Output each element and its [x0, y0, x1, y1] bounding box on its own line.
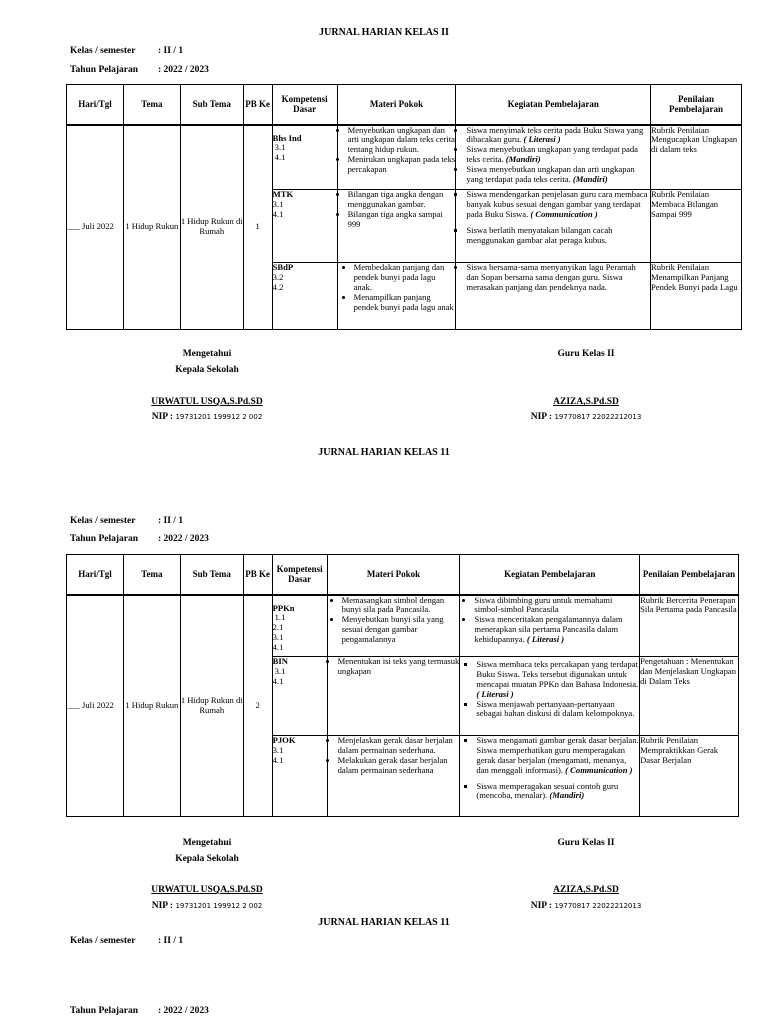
header-sub-tema: Sub Tema	[180, 555, 243, 595]
kd-cell	[272, 263, 337, 330]
journal2-tahun-value: : 2022 / 2023	[158, 534, 209, 544]
cell-pb-ke: 1	[243, 125, 272, 330]
materi-cell	[337, 190, 456, 263]
kd-code: 4.2	[272, 281, 284, 292]
kegiatan-item: • Siswa dibimbing guru untuk memahami simbol-simbol Pancasila	[474, 596, 639, 616]
cell-hari-tgl: ___ Juli 2022	[67, 125, 124, 330]
penilaian-cell: Pengetahuan : Menentukan dan Menjelaskan Ungkapan di Dalam Teks	[640, 657, 739, 736]
journal1-table	[66, 84, 742, 330]
materi-cell	[327, 657, 460, 736]
header-tema: Tema	[123, 555, 180, 595]
journal3-kelas-label: Kelas / semester	[70, 936, 136, 946]
kd-code: 3.1	[272, 198, 284, 209]
header-kompetensi-dasar: Kompetensi Dasar	[272, 85, 337, 125]
journal1-tahun-value: : 2022 / 2023	[158, 65, 209, 75]
cell-sub-tema: 1 Hidup Rukun di Rumah	[180, 595, 243, 817]
materi-item: • Melakukan gerak dasar berjalan dalam permainan sederhana	[338, 756, 460, 776]
kd-subject: SBdP	[272, 262, 294, 272]
cell-sub-tema: 1 Hidup Rukun di Rumah	[180, 125, 243, 330]
journal1-kelas-label: Kelas / semester	[70, 46, 136, 56]
kegiatan-cell	[456, 263, 651, 330]
guru-name: AZIZA,S.Pd.SD	[553, 885, 619, 895]
kegiatan-item: • Siswa menyimak teks cerita pada Buku Siswa yang dibacakan guru. ( Literasi )	[466, 126, 650, 146]
kd-code: 4.1	[272, 208, 284, 219]
kd-cell	[272, 125, 337, 190]
kd-code: 4.1	[272, 754, 284, 765]
kegiatan-cell	[460, 736, 640, 817]
guru-kelas-label: Guru Kelas II	[557, 838, 615, 848]
materi-item: • Bilangan tiga angka dengan menggunakan gambar.	[348, 190, 456, 210]
materi-item: • Menyebutkan ungkapan dan arti ungkapan dalam teks cerita tentang hidup rukun.	[348, 126, 456, 156]
kegiatan-item: • Siswa bersama-sama menyanyikan lagu Peramah dan Sopan bersama sama dengan guru. Siswa merasakan panjang dan pendeknya nada.	[466, 263, 650, 293]
kegiatan-cell	[456, 125, 651, 190]
materi-item: • Memasangkan simbol dengan bunyi sila pada Pancasila.	[342, 596, 460, 616]
cell-hari-tgl: ___ Juli 2022	[67, 595, 124, 817]
header-hari-tgl: Hari/Tgl	[67, 85, 124, 125]
header-kegiatan: Kegiatan Pembelajaran	[460, 555, 640, 595]
kd-code: 3.1	[272, 632, 284, 643]
journal2-title: JURNAL HARIAN KELAS 11	[318, 447, 450, 458]
journal2-kelas-value: : II / 1	[158, 516, 184, 526]
journal2-kelas-label: Kelas / semester	[70, 516, 136, 526]
kd-cell	[272, 736, 327, 817]
kepala-sekolah-name: URWATUL USQA,S.Pd.SD	[151, 397, 263, 407]
kegiatan-item: ▪ Siswa berlatih menyatakan bilangan cacah menggunakan gambar alat peraga kubus.	[466, 226, 650, 246]
kegiatan-item: ▪ Siswa mengamati gambar gerak dasar berjalan. Siswa memperhatikan guru memperagakan gerak dasar berjalan (mengamati, menanya, dan menggali informasi). ( Communication )	[476, 736, 639, 776]
header-hari-tgl: Hari/Tgl	[67, 555, 124, 595]
kd-subject: MTK	[272, 189, 294, 199]
cell-tema: 1 Hidup Rukun	[123, 125, 180, 330]
cell-pb-ke: 2	[243, 595, 272, 817]
journal3-title: JURNAL HARIAN KELAS 11	[318, 917, 450, 928]
journal1-kelas-value: : II / 1	[158, 46, 184, 56]
journal3-tahun-value: : 2022 / 2023	[158, 1006, 209, 1016]
header-kegiatan: Kegiatan Pembelajaran	[456, 85, 651, 125]
mengetahui-label: Mengetahui	[182, 349, 232, 359]
kd-code: 3.2	[272, 271, 284, 282]
journal1-title: JURNAL HARIAN KELAS II	[319, 27, 449, 38]
kegiatan-item: • Siswa menyebutkan ungkapan dan arti ungkapan yang terdapat pada teks cerita. (Mandiri)	[466, 165, 650, 185]
journal1-tahun-label: Tahun Pelajaran	[70, 65, 139, 75]
materi-cell	[327, 736, 460, 817]
kegiatan-cell	[456, 190, 651, 263]
kegiatan-item: ▪ Siswa memperagakan sesuai contoh guru (mencoba, menalar). (Mandiri)	[476, 782, 639, 802]
kd-code: 3.1	[274, 665, 286, 676]
materi-item: • Menyebutkan bunyi sila yang sesuai dengan gambar pengamalannya	[342, 615, 460, 645]
kd-subject: PPKn	[272, 602, 295, 613]
penilaian-cell: Rubrik Penilaian Membaca Bilangan Sampai 999	[651, 190, 742, 263]
kd-code: 4.1	[272, 675, 284, 686]
header-pb-ke: PB Ke	[243, 555, 272, 595]
materi-cell	[327, 595, 460, 657]
kd-cell	[272, 190, 337, 263]
journal3-tahun-label: Tahun Pelajaran	[70, 1006, 139, 1016]
guru-kelas-label: Guru Kelas II	[557, 349, 615, 359]
cell-tema: 1 Hidup Rukun	[123, 595, 180, 817]
header-penilaian: Penilaian Pembelajaran	[651, 85, 742, 125]
kegiatan-item: ▪ Siswa membaca teks percakapan yang terdapat Buku Siswa. Teks tersebut digunakan untuk mencapai muatan PPKn dan Bahasa Indonesia. ( Literasi )	[476, 660, 639, 700]
mengetahui-label: Mengetahui	[182, 838, 232, 848]
guru-nip: NIP : 19770817 22022212013	[530, 901, 642, 911]
materi-item: • Menjelaskan gerak dasar berjalan dalam permainan sederhana.	[338, 736, 460, 756]
materi-item: • Menampilkan panjang pendek bunyi pada lagu anak	[354, 293, 456, 313]
kegiatan-cell	[460, 657, 640, 736]
kd-cell	[272, 657, 327, 736]
kegiatan-item: • Siswa menyebutkan ungkapan yang terdapat pada teks cerita. (Mandiri)	[466, 145, 650, 165]
header-sub-tema: Sub Tema	[180, 85, 243, 125]
kd-code: 4.1	[272, 642, 284, 652]
journal2-table	[66, 554, 739, 817]
kegiatan-item: ▪ Siswa mendengarkan penjelasan guru cara membaca banyak kubus sesuai dengan gambar yang terdapat pada Buku Siswa. ( Communication )	[466, 190, 650, 220]
guru-nip: NIP : 19770817 22022212013	[530, 412, 642, 422]
materi-cell	[337, 125, 456, 190]
header-tema: Tema	[123, 85, 180, 125]
kd-code: 3.1	[272, 744, 284, 755]
header-materi-pokok: Materi Pokok	[337, 85, 456, 125]
kd-code: 3.1	[274, 142, 286, 153]
kegiatan-item: • Siswa menceritakan pengalamannya dalam menerapkan sila pertama Pancasila dalam kehidupannya. ( Literasi )	[474, 615, 639, 645]
guru-name: AZIZA,S.Pd.SD	[553, 397, 619, 407]
journal2-tahun-label: Tahun Pelajaran	[70, 534, 139, 544]
materi-item: • Menentukan isi teks yang termasuk ungkapan	[338, 657, 460, 677]
header-materi-pokok: Materi Pokok	[327, 555, 460, 595]
kd-subject: Bhs Ind	[272, 132, 302, 143]
kegiatan-cell	[460, 595, 640, 657]
kegiatan-item: ▪ Siswa menjawab pertanyaan-pertanyaan sebagai bahan diskusi di dalam kelompoknya.	[476, 700, 639, 720]
materi-item: • Bilangan tiga angka sampai 999	[348, 210, 456, 230]
materi-item: • Membedakan panjang dan pendek bunyi pada lagu anak.	[354, 263, 456, 293]
journal3-kelas-value: : II / 1	[158, 936, 184, 946]
penilaian-cell: Rubrik Penilaian Mengucapkan Ungkapan di dalam teks	[651, 125, 742, 190]
kepala-nip: NIP : 19731201 199912 2 002	[151, 901, 263, 911]
header-kompetensi-dasar: Kompetensi Dasar	[272, 555, 327, 595]
kd-code: 4.1	[274, 152, 286, 163]
kd-cell	[272, 595, 327, 657]
materi-item: • Menirukan ungkapan pada teks percakapan	[348, 155, 456, 175]
kd-subject: BIN	[272, 656, 288, 666]
kepala-nip: NIP : 19731201 199912 2 002	[151, 412, 263, 422]
kepala-sekolah-label: Kepala Sekolah	[175, 365, 239, 375]
kepala-sekolah-name: URWATUL USQA,S.Pd.SD	[151, 885, 263, 895]
header-penilaian: Penilaian Pembelajaran	[640, 555, 739, 595]
header-pb-ke: PB Ke	[243, 85, 272, 125]
kd-code: 2.1	[272, 622, 284, 633]
kd-subject: PJOK	[272, 735, 296, 745]
materi-cell	[337, 263, 456, 330]
kepala-sekolah-label: Kepala Sekolah	[175, 854, 239, 864]
penilaian-cell: Rubrik Penilaian Menampilkan Panjang Pendek Bunyi pada Lagu	[651, 263, 742, 330]
kd-code: 1.1	[274, 612, 286, 623]
penilaian-cell: Rubrik Bercerita Penerapan Sila Pertama pada Pancasila	[640, 595, 739, 657]
penilaian-cell: Rubrik Penilaian Mempraktikkan Gerak Dasar Berjalan	[640, 736, 739, 817]
